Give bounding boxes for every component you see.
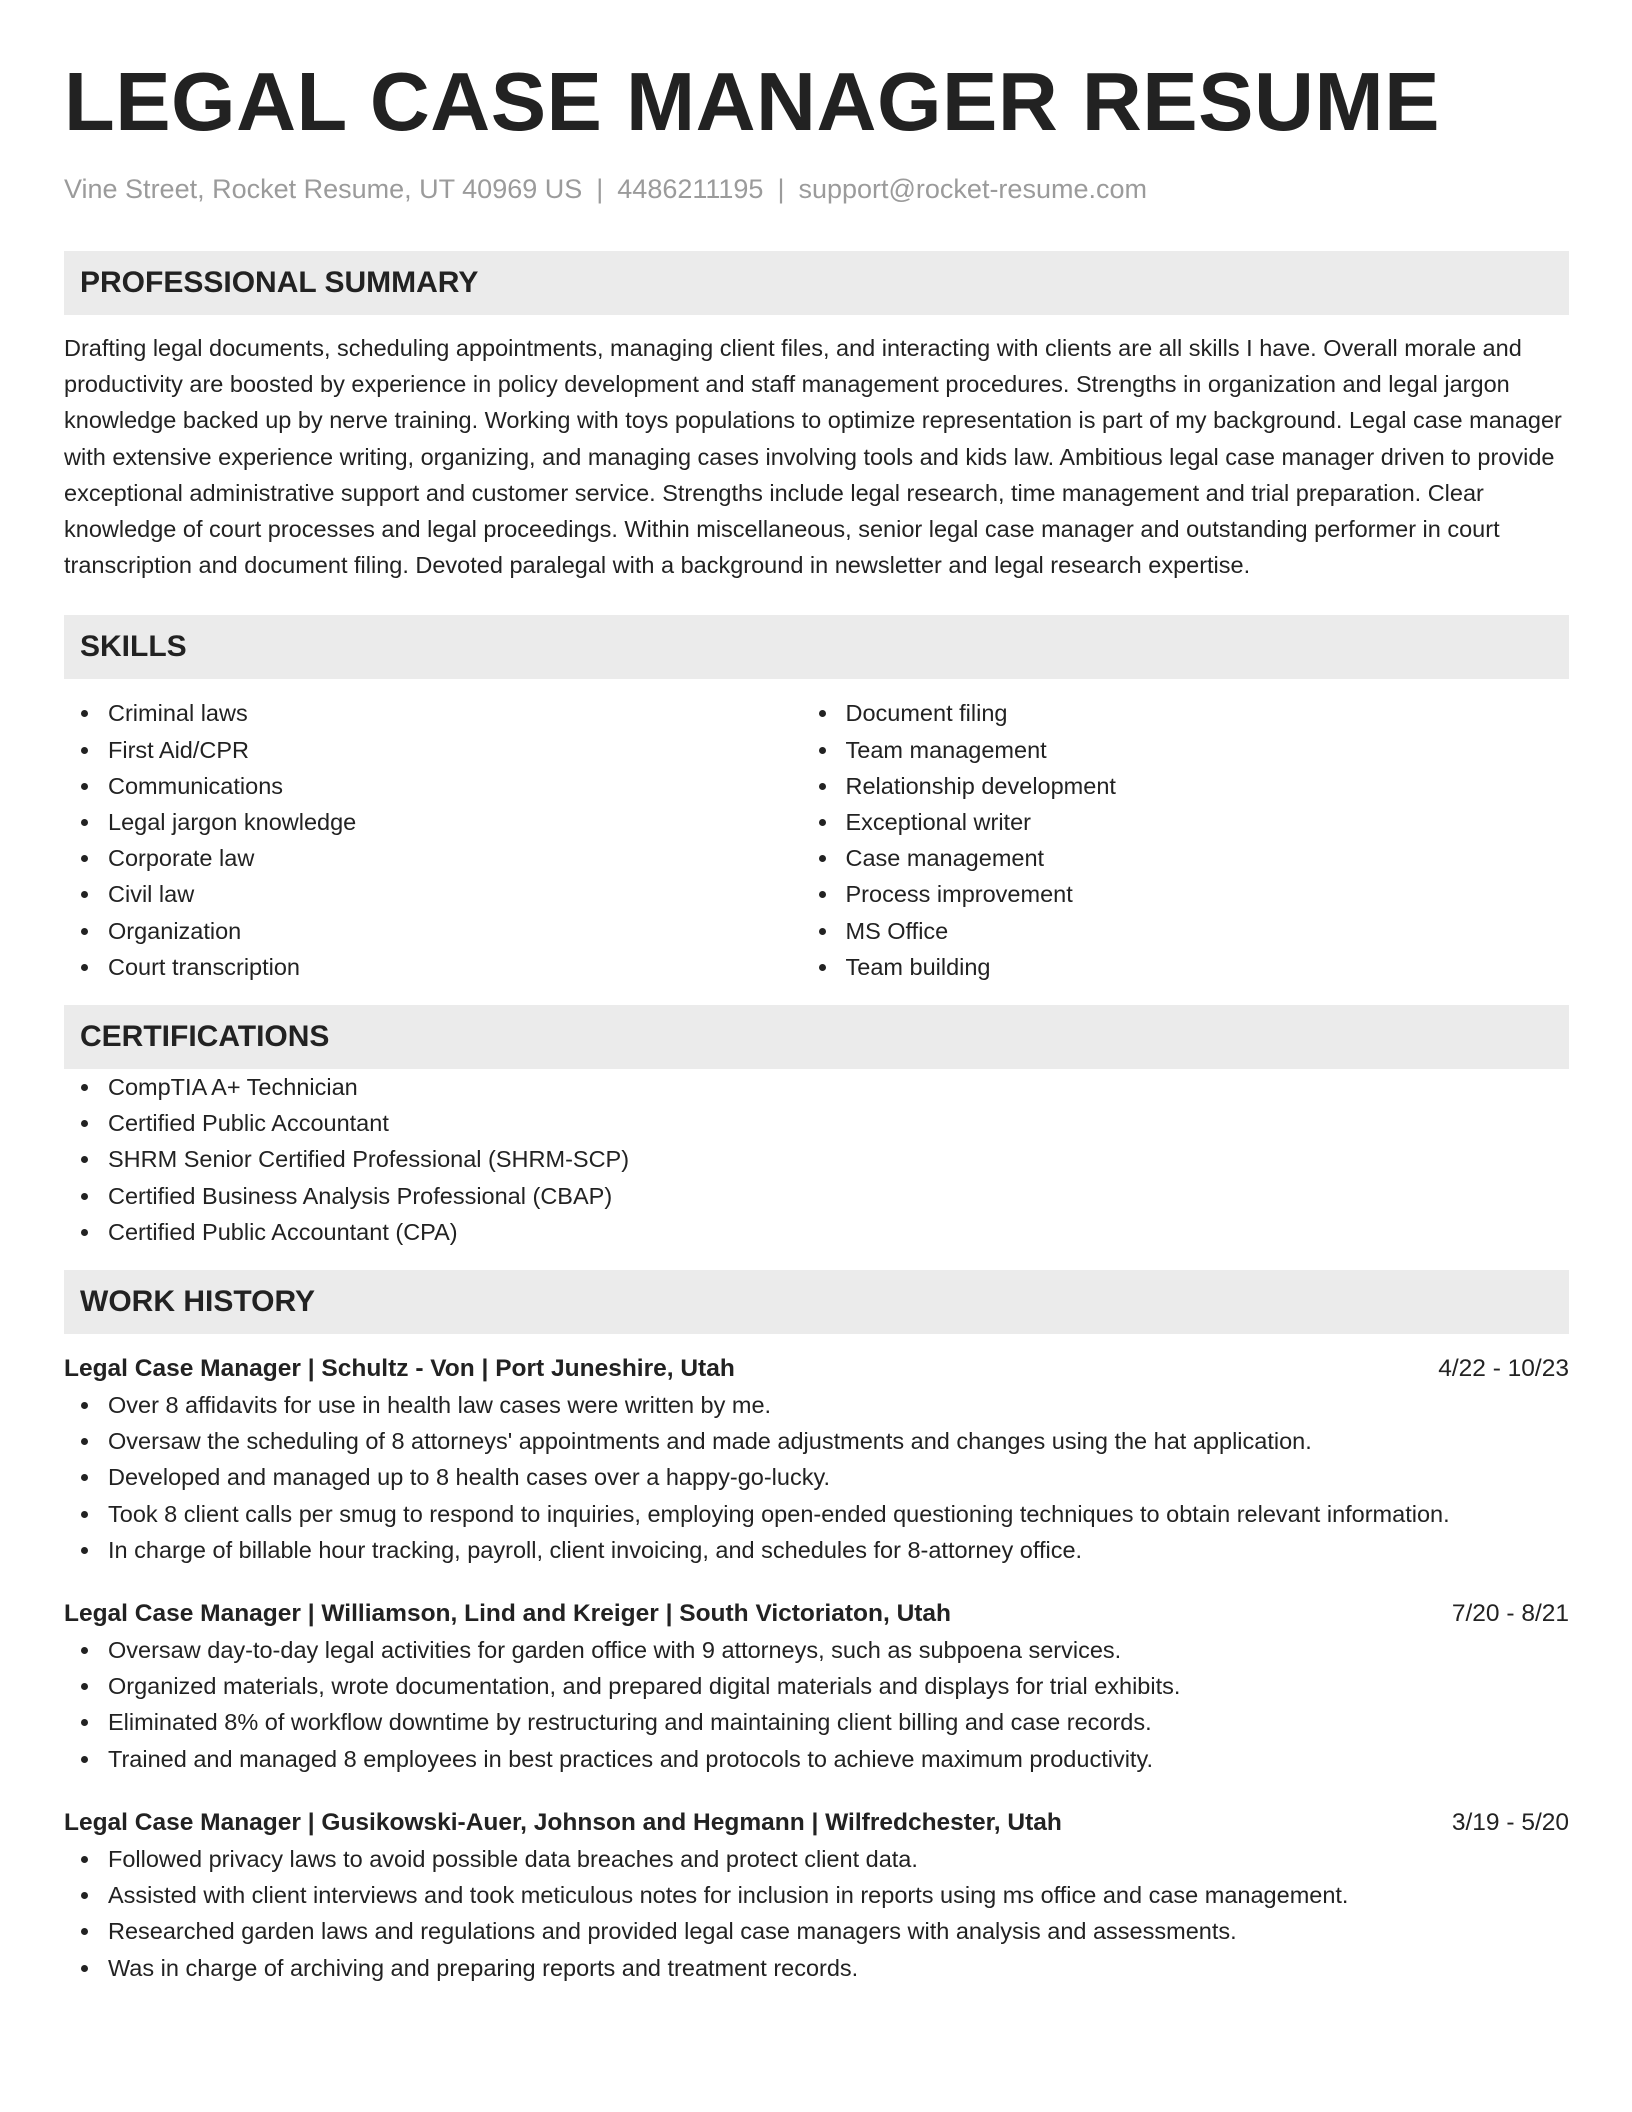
certification-item: Certified Public Accountant xyxy=(64,1105,1569,1141)
contact-separator: | xyxy=(596,174,604,204)
section-heading-skills: SKILLS xyxy=(64,615,1569,679)
skills-column-left xyxy=(64,695,817,985)
job-bullet-list xyxy=(64,1841,1569,1986)
contact-line xyxy=(64,172,1569,206)
skills-list-left xyxy=(64,695,817,985)
skill-item: Case management xyxy=(817,840,1570,876)
skill-item: Team management xyxy=(817,732,1570,768)
contact-address: Vine Street, Rocket Resume, UT 40969 US xyxy=(64,174,583,204)
job-dates: 3/19 - 5/20 xyxy=(1451,1808,1569,1836)
section-heading-certifications: CERTIFICATIONS xyxy=(64,1005,1569,1069)
job-bullet: Followed privacy laws to avoid possible data breaches and protect client data. xyxy=(64,1841,1569,1877)
job-bullet: Oversaw day-to-day legal activities for garden office with 9 attorneys, such as subpoena services. xyxy=(64,1632,1569,1668)
job-title: Legal Case Manager | Gusikowski-Auer, Johnson and Hegmann | Wilfredchester, Utah xyxy=(64,1808,1062,1836)
job-header xyxy=(64,1596,1569,1632)
job-bullet: In charge of billable hour tracking, payroll, client invoicing, and schedules for 8-attorney office. xyxy=(64,1532,1569,1568)
section-heading-summary: PROFESSIONAL SUMMARY xyxy=(64,251,1569,315)
job-entry xyxy=(64,1596,1569,1777)
certifications-list xyxy=(64,1069,1569,1250)
resume-title: LEGAL CASE MANAGER RESUME xyxy=(64,55,1440,148)
job-bullet: Eliminated 8% of workflow downtime by restructuring and maintaining client billing and case records. xyxy=(64,1704,1569,1740)
job-title: Legal Case Manager | Williamson, Lind and Kreiger | South Victoriaton, Utah xyxy=(64,1600,952,1628)
skills-column-right xyxy=(817,695,1570,985)
job-header xyxy=(64,1805,1569,1841)
certification-item: CompTIA A+ Technician xyxy=(64,1069,1569,1105)
skill-item: Communications xyxy=(64,768,817,804)
job-entry xyxy=(64,1351,1569,1568)
certification-item: Certified Public Accountant (CPA) xyxy=(64,1214,1569,1250)
skill-item: Process improvement xyxy=(817,876,1570,912)
skill-item: MS Office xyxy=(817,913,1570,949)
contact-separator: | xyxy=(777,174,785,204)
job-bullet: Researched garden laws and regulations and provided legal case managers with analysis and assessments. xyxy=(64,1913,1569,1949)
job-bullet: Assisted with client interviews and took meticulous notes for inclusion in reports using ms office and case management. xyxy=(64,1877,1569,1913)
skill-item: Legal jargon knowledge xyxy=(64,804,817,840)
contact-email: support@rocket-resume.com xyxy=(798,174,1147,204)
job-bullet-list xyxy=(64,1387,1569,1568)
job-bullet: Oversaw the scheduling of 8 attorneys' appointments and made adjustments and changes using the hat application. xyxy=(64,1423,1569,1459)
section-heading-work-history: WORK HISTORY xyxy=(64,1270,1569,1334)
job-bullet: Organized materials, wrote documentation, and prepared digital materials and displays for trial exhibits. xyxy=(64,1668,1569,1704)
job-bullet: Took 8 client calls per smug to respond to inquiries, employing open-ended questioning techniques to obtain relevant information. xyxy=(64,1496,1569,1532)
certification-item: Certified Business Analysis Professional (CBAP) xyxy=(64,1178,1569,1214)
job-dates: 4/22 - 10/23 xyxy=(1438,1355,1569,1383)
skills-list-right xyxy=(817,695,1570,985)
skill-item: Criminal laws xyxy=(64,695,817,731)
contact-phone: 4486211195 xyxy=(617,174,764,204)
job-title: Legal Case Manager | Schultz - Von | Port Juneshire, Utah xyxy=(64,1355,735,1383)
skill-item: Civil law xyxy=(64,876,817,912)
skill-item: Exceptional writer xyxy=(817,804,1570,840)
skill-item: Court transcription xyxy=(64,949,817,985)
job-bullet: Developed and managed up to 8 health cases over a happy-go-lucky. xyxy=(64,1459,1569,1495)
job-header xyxy=(64,1351,1569,1387)
certification-item: SHRM Senior Certified Professional (SHRM-SCP) xyxy=(64,1141,1569,1177)
skill-item: Corporate law xyxy=(64,840,817,876)
job-entry xyxy=(64,1805,1569,1986)
job-bullet: Trained and managed 8 employees in best practices and protocols to achieve maximum productivity. xyxy=(64,1741,1569,1777)
job-bullet: Was in charge of archiving and preparing reports and treatment records. xyxy=(64,1950,1569,1986)
job-bullet: Over 8 affidavits for use in health law cases were written by me. xyxy=(64,1387,1569,1423)
skills-grid xyxy=(64,695,1569,985)
job-dates: 7/20 - 8/21 xyxy=(1451,1600,1569,1628)
skill-item: Document filing xyxy=(817,695,1570,731)
skill-item: Relationship development xyxy=(817,768,1570,804)
skill-item: First Aid/CPR xyxy=(64,732,817,768)
job-bullet-list xyxy=(64,1632,1569,1777)
skill-item: Team building xyxy=(817,949,1570,985)
summary-text: Drafting legal documents, scheduling appointments, managing client files, and interacting with clients are all skills I have. Overall morale and productivity are boosted by experience in policy development and staff management procedures. Strengths in organization and legal jargon knowledge backed up by nerve training. Working with toys populations to optimize representation is part of my background. Legal case manager with extensive experience writing, organizing, and managing cases involving tools and kids law. Ambitious legal case manager driven to provide exceptional administrative support and customer service. Strengths include legal research, time management and trial preparation. Clear knowledge of court processes and legal proceedings. Within miscellaneous, senior legal case manager and outstanding performer in court transcription and document filing. Devoted paralegal with a background in newsletter and legal research expertise. xyxy=(64,335,1562,579)
skill-item: Organization xyxy=(64,913,817,949)
